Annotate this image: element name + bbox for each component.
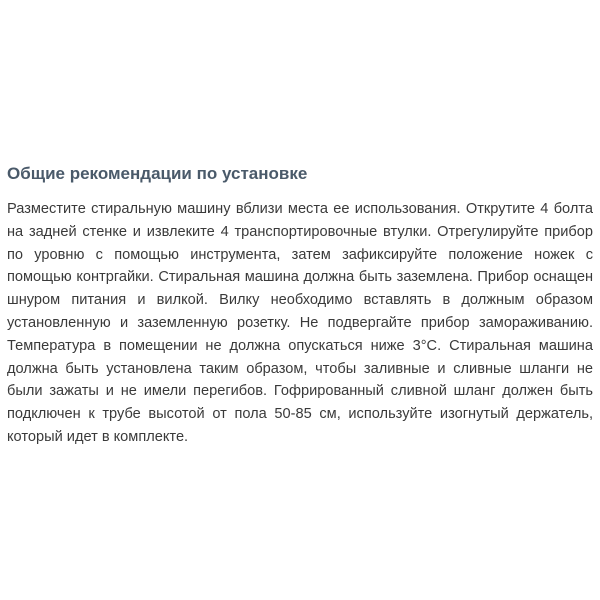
section-body-text: Разместите стиральную машину вблизи места ее использования. Открутите 4 болта на задней стенке и извлеките 4 транспортировочные втулки. Отрегулируйте прибор по уровню с помощью инструмента, затем зафиксируйте положение ножек с помощью контргайки. Стиральная машина должна быть заземлена. Прибор оснащен шнуром питания и вилкой. Вилку необходимо вставлять в должным образом установленную и заземленную розетку. Не подвергайте прибор замораживанию. Температура в помещении не должна опускаться ниже 3°С. Стиральная машина должна быть установлена таким образом, чтобы заливные и сливные шланги не были зажаты и не имели перегибов. Гофрированный сливной шланг должен быть подключен к трубе высотой от пола 50-85 см, используйте изогнутый держатель, который идет в комплекте.: [7, 201, 593, 445]
installation-section: [7, 162, 593, 449]
section-title: Общие рекомендации по установке: [7, 164, 308, 183]
